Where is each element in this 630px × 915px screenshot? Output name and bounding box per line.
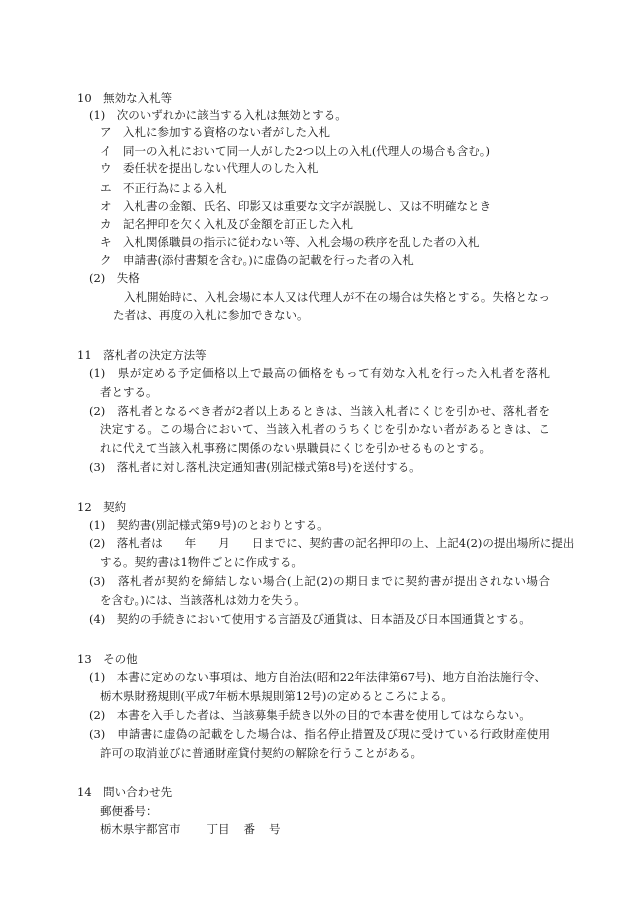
section-12-year-label: 年 <box>184 536 197 550</box>
address-line <box>100 822 281 836</box>
address-city: 栃木県宇都宮市 <box>100 822 181 836</box>
section-10-item-i: イ 同一の入札において同一人がした2つ以上の入札(代理人の場合も含む。) <box>100 144 491 158</box>
section-10-heading: 10 無効な入札等 <box>77 91 173 105</box>
section-10-item-e: エ 不正行為による入札 <box>100 181 227 195</box>
address-ban-label: 番 <box>243 822 255 836</box>
section-13-para-3-line-2: 許可の取消並びに普通財産貸付契約の解除を行うことがある。 <box>100 746 422 760</box>
section-10-para-2: (2) 失格 <box>89 271 140 285</box>
section-13-para-1-line-1: (1) 本書に定めのない事項は、地方自治法(昭和22年法律第67号)、地方自治法施行令、 <box>89 670 547 684</box>
section-11-para-1-line-1: (1) 県が定める予定価格以上で最高の価格をもって有効な入札を行った入札者を落札 <box>89 366 550 380</box>
section-13-para-1-line-2: 栃木県財務規則(平成7年栃木県規則第12号)の定めるところによる。 <box>100 689 453 703</box>
section-10-item-ku: ク 申請書(添付書類を含む。)に虚偽の記載を行った者の入札 <box>100 253 414 267</box>
section-10-item-ki: キ 入札関係職員の指示に従わない等、入札会場の秩序を乱した者の入札 <box>100 235 480 249</box>
section-12-para-3-line-1: (3) 落札者が契約を締結しない場合(上記(2)の期日までに契約書が提出されない場合 <box>89 574 550 588</box>
section-12-para-2-line-1 <box>89 536 574 550</box>
section-12-para-2-lead: (2) 落札者は <box>89 536 163 550</box>
section-14-heading: 14 問い合わせ先 <box>77 785 173 799</box>
section-13-para-2: (2) 本書を入手した者は、当該募集手続き以外の目的で本書を使用してはならない。 <box>89 708 531 722</box>
section-10-item-ka: カ 記名押印を欠く入札及び金額を訂正した入札 <box>100 217 353 231</box>
section-11-heading: 11 落札者の決定方法等 <box>77 348 207 362</box>
section-10-para-2-line-1: 入札開始時に、入札会場に本人又は代理人が不在の場合は失格とする。失格となっ <box>124 290 550 304</box>
section-12-para-2-rest: 日までに、契約書の記名押印の上、上記4(2)の提出場所に提出 <box>251 536 575 550</box>
section-11-para-2-line-1: (2) 落札者となるべき者が2者以上あるときは、当該入札者にくじを引かせ、落札者を <box>89 404 550 418</box>
section-13-heading: 13 その他 <box>77 652 138 666</box>
address-chome-label: 丁目 <box>206 822 230 836</box>
section-11-para-3: (3) 落札者に対し落札決定通知書(別記様式第8号)を送付する。 <box>89 460 421 474</box>
section-10-item-o: オ 入札書の金額、氏名、印影又は重要な文字が誤脱し、又は不明確なとき <box>100 199 491 213</box>
section-12-heading: 12 契約 <box>77 500 127 514</box>
section-10-item-u: ウ 委任状を提出しない代理人のした入札 <box>100 161 319 175</box>
section-11-para-2-line-2: 決定する。この場合において、当該入札者のうちくじを引かない者があるときは、こ <box>100 422 550 436</box>
postal-code-label: 郵便番号： <box>100 804 158 818</box>
section-12-para-4: (4) 契約の手続きにおいて使用する言語及び通貨は、日本語及び日本国通貨とする。 <box>89 612 531 626</box>
section-13-para-3-line-1: (3) 申請書に虚偽の記載をした場合は、指名停止措置及び現に受けている行政財産使用 <box>89 727 550 741</box>
section-10-item-a: ア 入札に参加する資格のない者がした入札 <box>100 125 330 139</box>
section-11-para-1-line-2: 者とする。 <box>100 385 158 399</box>
section-12-month-label: 月 <box>218 536 230 550</box>
address-go-label: 号 <box>269 822 281 836</box>
section-11-para-2-line-3: れに代えて当該入札事務に関係のない県職員にくじを引かせるものとする。 <box>100 441 491 455</box>
section-10-para-2-line-2: た者は、再度の入札に参加できない。 <box>113 308 309 322</box>
section-10-para-1: (1) 次のいずれかに該当する入札は無効とする。 <box>89 108 347 122</box>
section-12-para-2-line-2: する。契約書は1物件ごとに作成する。 <box>100 555 303 569</box>
section-12-para-3-line-2: を含む。)には、当該落札は効力を失う。 <box>100 593 306 607</box>
section-12-para-1: (1) 契約書(別記様式第9号)のとおりとする。 <box>89 518 329 532</box>
